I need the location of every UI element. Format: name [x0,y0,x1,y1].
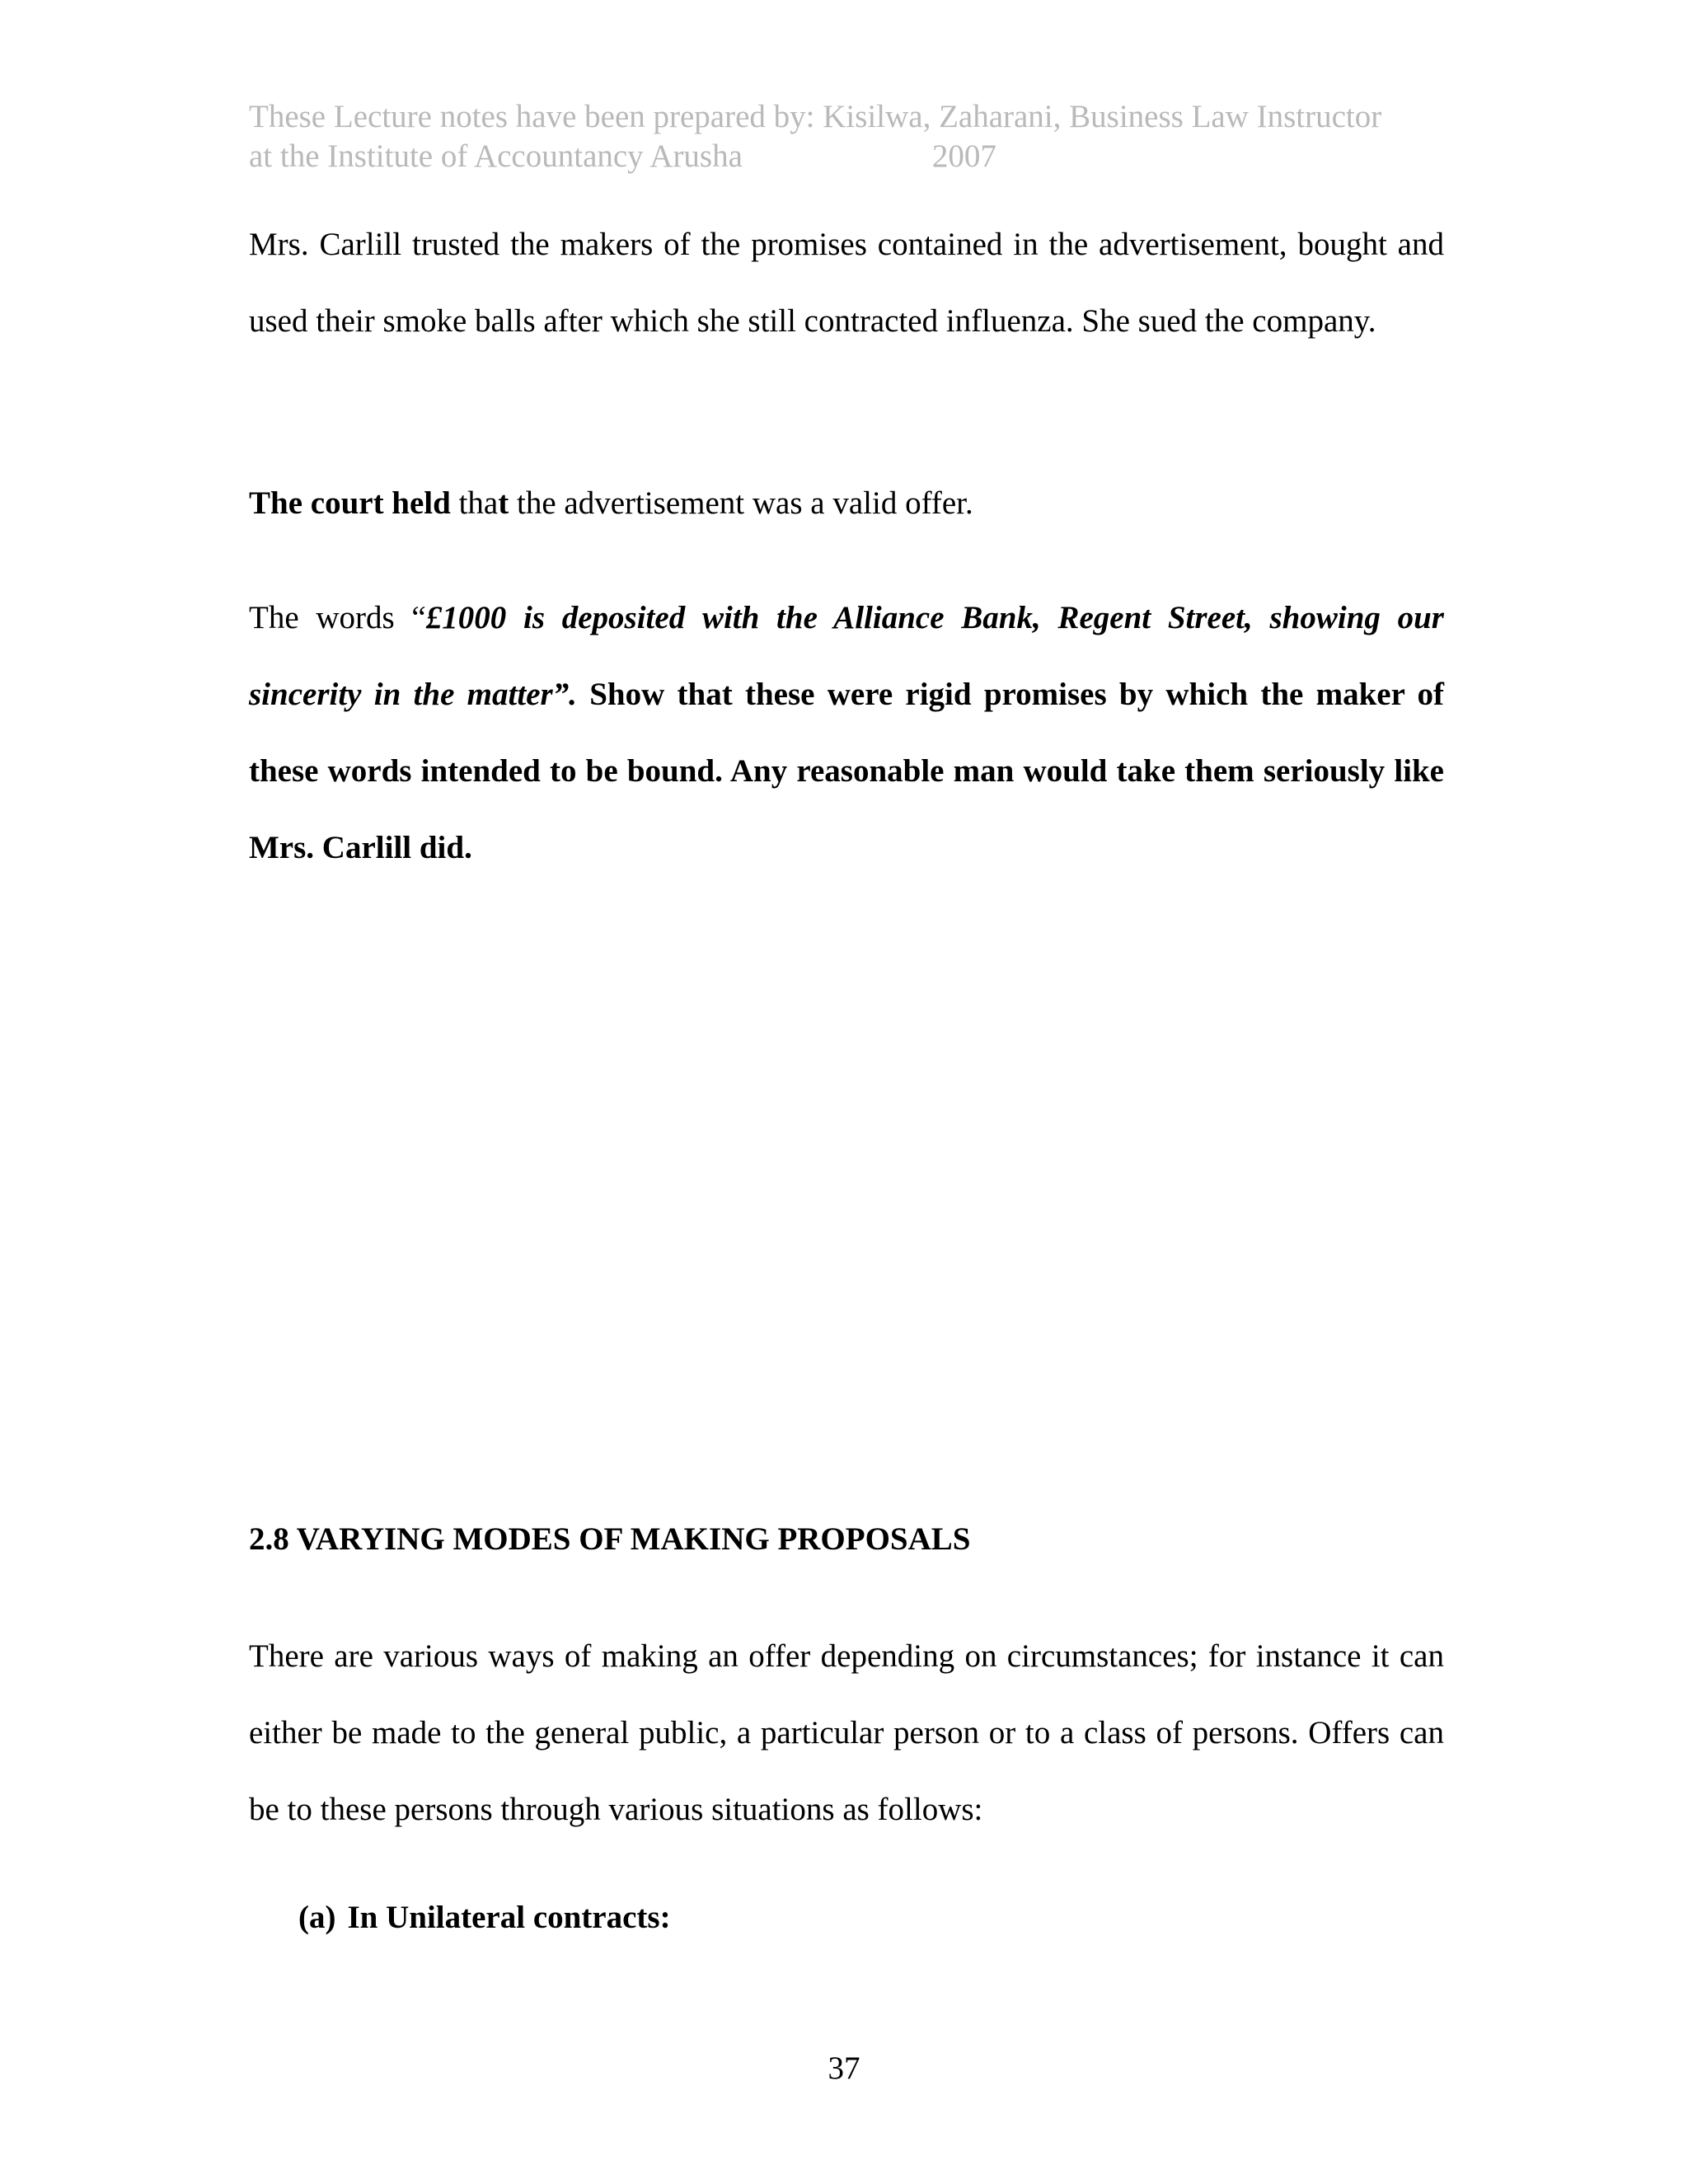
quoted-words-intro: The words “ [249,600,426,635]
header-line-2 [249,137,1452,176]
quoted-words-paragraph [249,579,1444,886]
carlill-facts-paragraph: Mrs. Carlill trusted the makers of the promises contained in the advertisement, bought and used their smoke balls after which she still contracted influenza. She sued the company. [249,227,1444,339]
section-heading: 2.8 VARYING MODES OF MAKING PROPOSALS [249,1521,971,1557]
court-held-that-2: t [498,485,509,521]
quoted-words: £1000 is deposited with the Alliance Bank, Regent Street, showing our sincerity in the matter”. [249,600,1444,712]
header-line-1: These Lecture notes have been prepared by: Kisilwa, Zaharani, Business Law Instructor [249,99,1382,134]
court-held-text: the advertisement was a valid offer. [509,485,973,521]
header-institute: at the Institute of Accountancy Arusha [249,138,743,174]
section-intro-paragraph: There are various ways of making an offer depending on circumstances; for instance it can either be made to the general public, a particular person or to a class of persons. Offers can be to these persons through various situations as follows: [249,1638,1444,1827]
list-marker: (a) [298,1900,336,1935]
header-year: 2007 [931,138,996,174]
list-item-label: In Unilateral contracts: [347,1900,671,1935]
running-header [249,97,1452,176]
court-held-paragraph [249,465,1444,541]
quoted-words-conclusion: Show that these were rigid promises by which the maker of these words intended to be bound. Any reasonable man would take them seriously like Mrs. Carlill did. [249,677,1444,865]
list-item-unilateral [298,1893,671,1943]
court-held-label: The court held [249,485,451,521]
court-held-that-1: tha [458,485,499,521]
page-number: 37 [828,2050,860,2086]
